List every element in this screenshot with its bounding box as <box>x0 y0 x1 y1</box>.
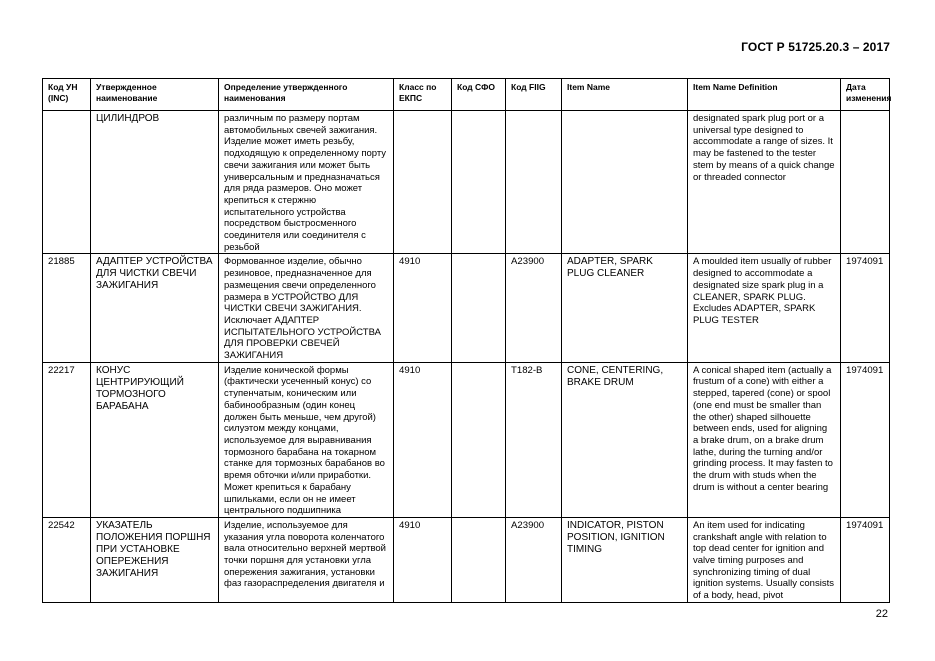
cell-item-name: INDICATOR, PISTON POSITION, IGNITION TIMING <box>562 517 688 602</box>
column-header-change-date: Дата изменения <box>841 79 890 111</box>
cell-item-definition: designated spark plug port or a universal type designed to accommodate a range of sizes. It may be fastened to the tester stem by means of a quick change or threaded connector <box>688 111 841 254</box>
cell-change-date: 1974091 <box>841 362 890 517</box>
table-row <box>43 362 890 517</box>
cell-sfo-code <box>452 111 506 254</box>
cell-approved-name: КОНУС ЦЕНТРИРУЮЩИЙ ТОРМОЗНОГО БАРАБАНА <box>91 362 219 517</box>
document-code: ГОСТ Р 51725.20.3 – 2017 <box>741 40 890 54</box>
page-number: 22 <box>875 608 888 620</box>
table-row <box>43 111 890 254</box>
cell-approved-name: УКАЗАТЕЛЬ ПОЛОЖЕНИЯ ПОРШНЯ ПРИ УСТАНОВКЕ ОПЕРЕЖЕНИЯ ЗАЖИГАНИЯ <box>91 517 219 602</box>
cell-fiig-code <box>506 111 562 254</box>
column-header-inc: Код УН (INC) <box>43 79 91 111</box>
cell-definition: Формованное изделие, обычно резиновое, предназначенное для размещения свечи определенного размера в УСТРОЙСТВО ДЛЯ ЧИСТКИ СВЕЧИ ЗАЖИГАНИЯ. Исключает АДАПТЕР ИСПЫТАТЕЛЬНОГО УСТРОЙСТВА ДЛЯ ПРОВЕРКИ СВЕЧЕЙ ЗАЖИГАНИЯ <box>219 254 394 362</box>
cell-item-definition: An item used for indicating crankshaft angle with relation to top dead center for ignition and valve timing purposes and synchronizing timing of dual ignition systems. Usually consists of a body, head, pivot <box>688 517 841 602</box>
cell-fiig-code: A23900 <box>506 254 562 362</box>
cell-approved-name: ЦИЛИНДРОВ <box>91 111 219 254</box>
cell-item-definition: A conical shaped item (actually a frustum of a cone) with either a stepped, tapered (cone) or spool (one end must be smaller than the other) shaped silhouette between ends, used for aligning a brake drum, on a brake drum lathe, during the turning and/or grinding process. It may fasten to the drum with studs when the drum is without a center bearing <box>688 362 841 517</box>
cell-sfo-code <box>452 254 506 362</box>
catalog-table <box>42 78 890 603</box>
table-header-row <box>43 79 890 111</box>
cell-definition: различным по размеру портам автомобильных свечей зажигания. Изделие может иметь резьбу, подходящую к определенному порту свечи зажигания или может быть универсальным и предназначаться для ряда размеров. Оно может крепиться к стержню испытательного устройства посредством быстросменного соединителя или соединителя с резьбой <box>219 111 394 254</box>
cell-inc: 22542 <box>43 517 91 602</box>
cell-inc: 22217 <box>43 362 91 517</box>
table-row <box>43 254 890 362</box>
cell-inc: 21885 <box>43 254 91 362</box>
cell-sfo-code <box>452 517 506 602</box>
column-header-item-definition: Item Name Definition <box>688 79 841 111</box>
cell-item-name: CONE, CENTERING, BRAKE DRUM <box>562 362 688 517</box>
cell-change-date <box>841 111 890 254</box>
cell-change-date: 1974091 <box>841 254 890 362</box>
cell-item-name: ADAPTER, SPARK PLUG CLEANER <box>562 254 688 362</box>
cell-item-definition: A moulded item usually of rubber designed to accommodate a designated size spark plug in a CLEANER, SPARK PLUG. Excludes ADAPTER, SPARK PLUG TESTER <box>688 254 841 362</box>
cell-definition: Изделие, используемое для указания угла поворота коленчатого вала относительно верхней мертвой точки поршня для установки угла опережения зажигания, установки фаз газораспределения двигателя и <box>219 517 394 602</box>
cell-ekps-class: 4910 <box>394 362 452 517</box>
cell-approved-name: АДАПТЕР УСТРОЙСТВА ДЛЯ ЧИСТКИ СВЕЧИ ЗАЖИГАНИЯ <box>91 254 219 362</box>
column-header-ekps-class: Класс по ЕКПС <box>394 79 452 111</box>
cell-sfo-code <box>452 362 506 517</box>
cell-fiig-code: T182-B <box>506 362 562 517</box>
table-row <box>43 517 890 602</box>
column-header-sfo-code: Код СФО <box>452 79 506 111</box>
column-header-fiig-code: Код FIIG <box>506 79 562 111</box>
column-header-definition: Определение утвержденного наименования <box>219 79 394 111</box>
cell-fiig-code: A23900 <box>506 517 562 602</box>
cell-ekps-class: 4910 <box>394 517 452 602</box>
column-header-approved-name: Утвержденное наименование <box>91 79 219 111</box>
cell-ekps-class <box>394 111 452 254</box>
cell-definition: Изделие конической формы (фактически усеченный конус) со ступенчатым, коническим или бабинообразным (один конец должен быть меньше, чем другой) силуэтом между концами, используемое для выравнивания тормозного барабана на токарном станке для тормозных барабанов во время обточки и/или приработки. Может крепиться к барабану шпильками, если он не имеет центрального подшипника <box>219 362 394 517</box>
cell-change-date: 1974091 <box>841 517 890 602</box>
cell-ekps-class: 4910 <box>394 254 452 362</box>
cell-inc <box>43 111 91 254</box>
cell-item-name <box>562 111 688 254</box>
column-header-item-name: Item Name <box>562 79 688 111</box>
